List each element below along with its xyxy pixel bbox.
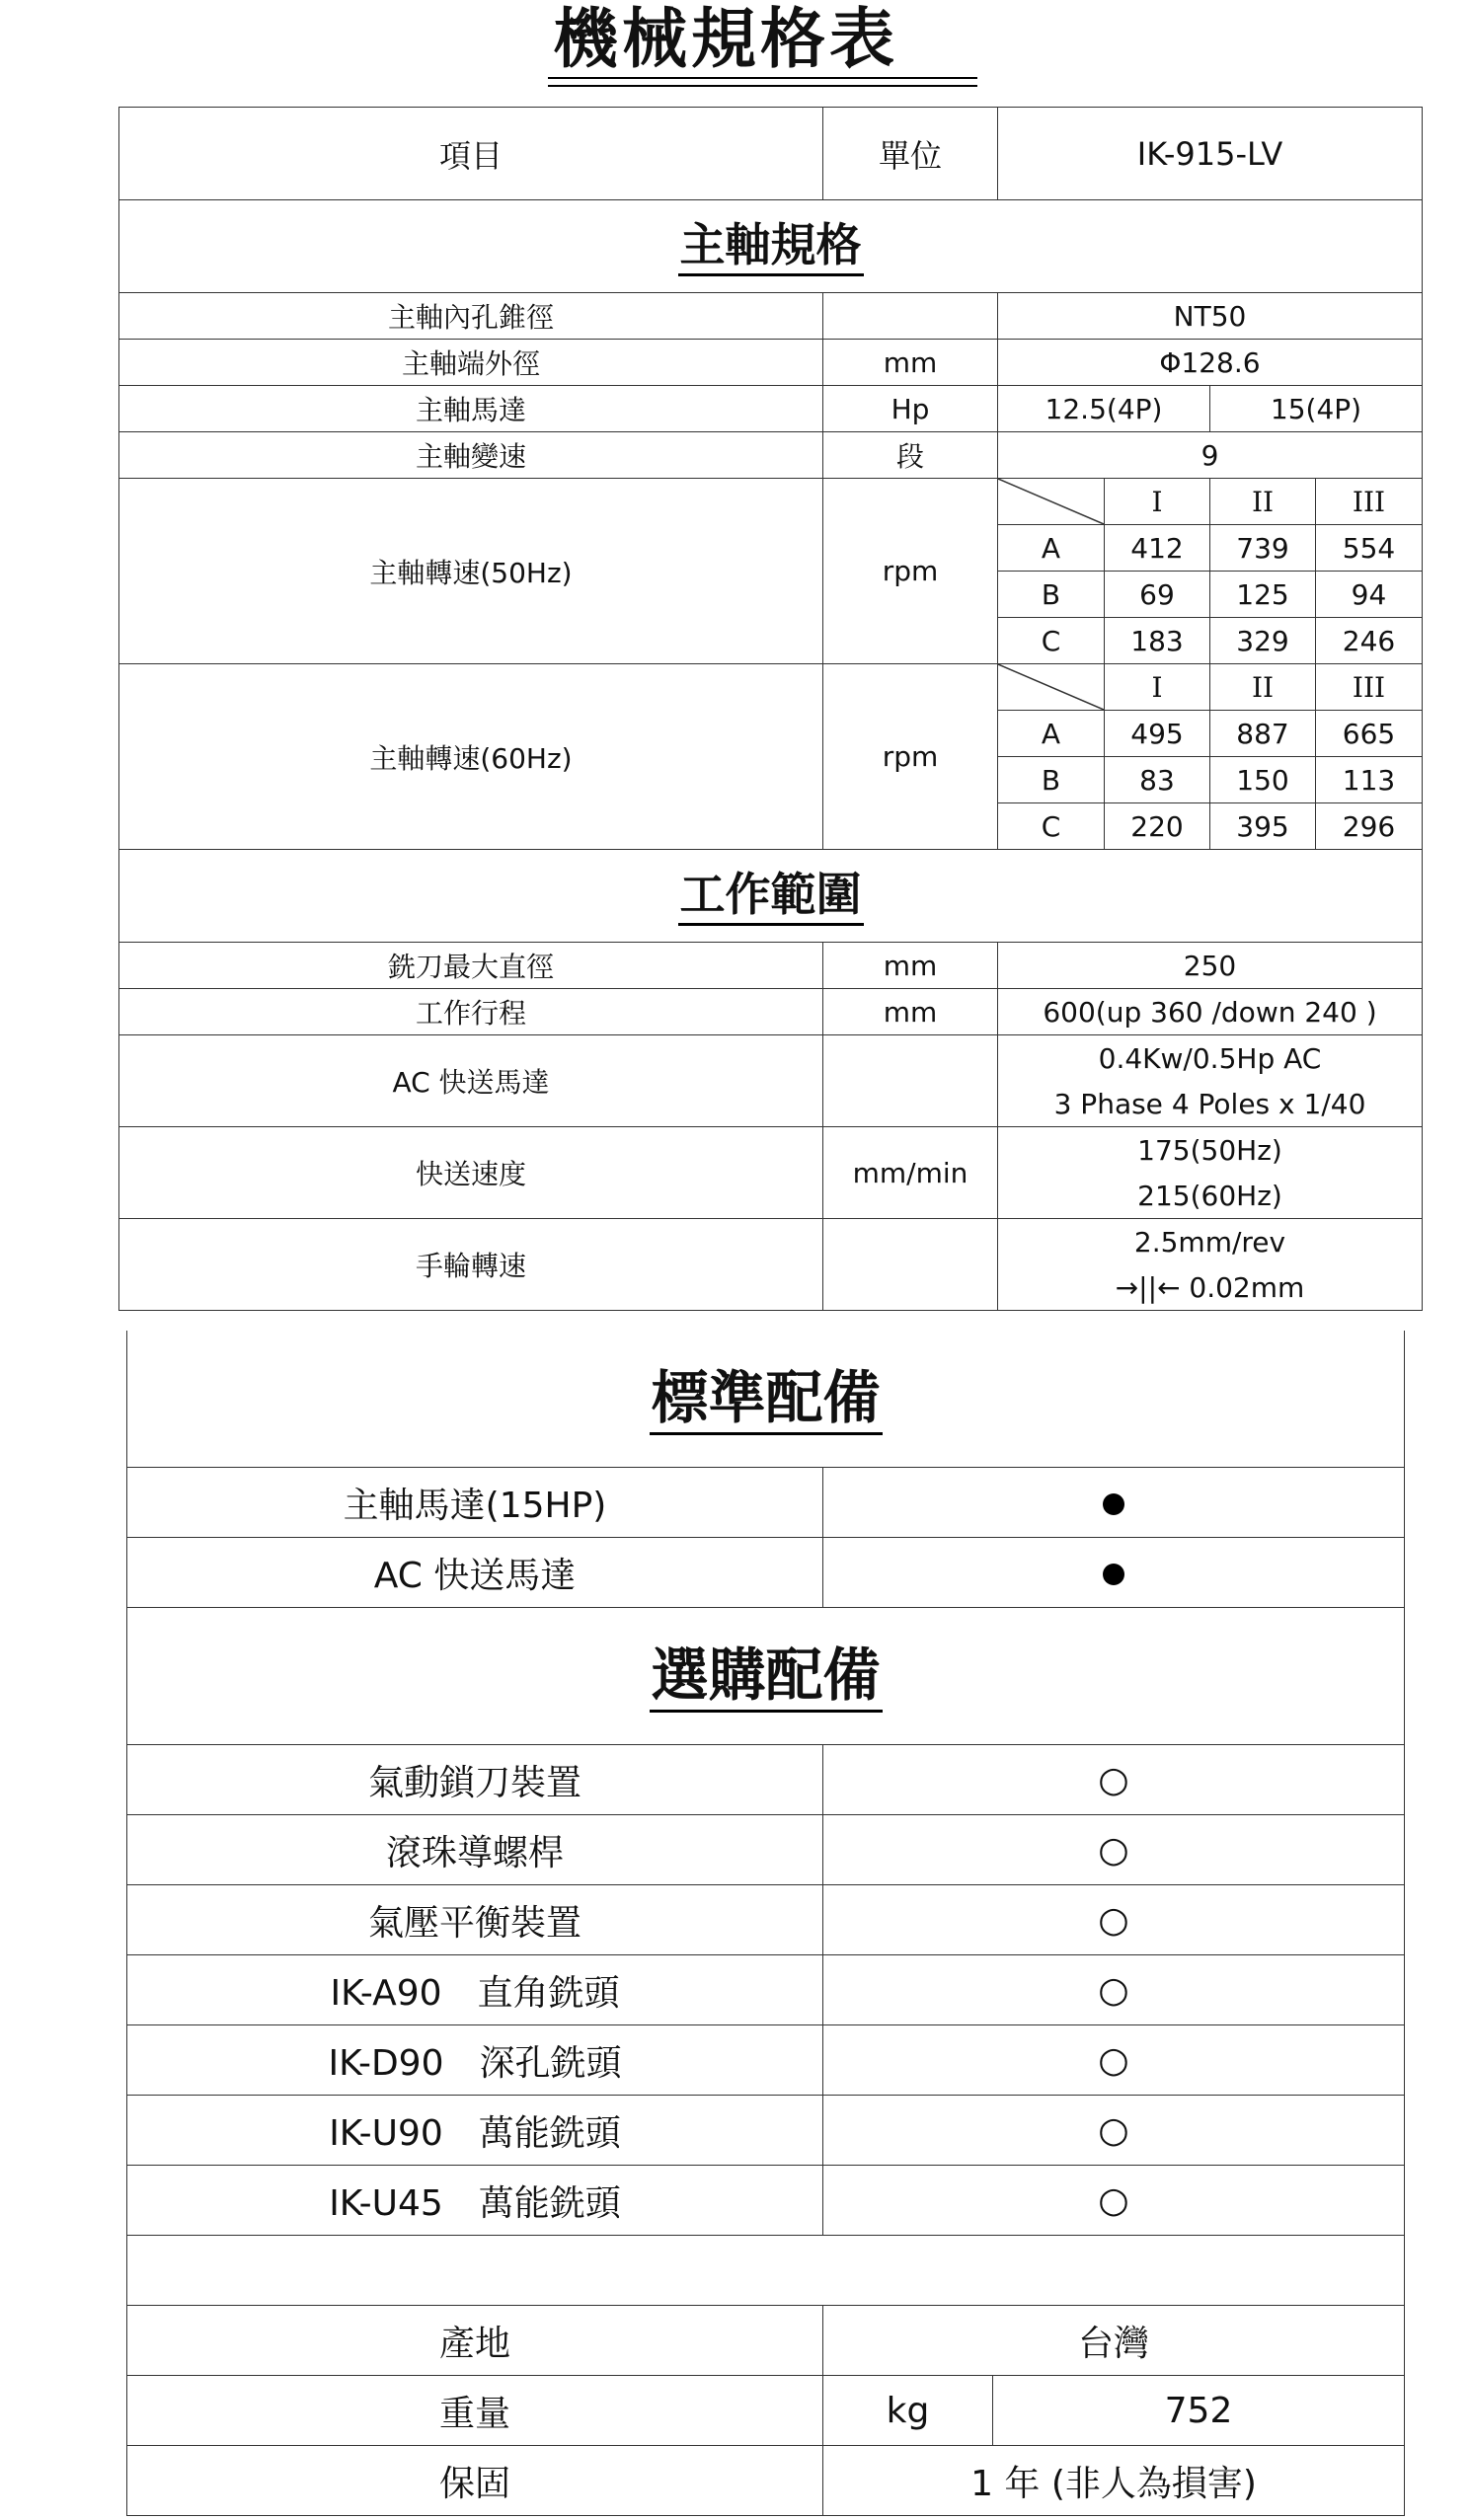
table-row xyxy=(127,2306,1405,2376)
weight-label: 重量 xyxy=(127,2376,823,2446)
header-row xyxy=(119,108,1423,200)
warranty-value: 1 年 (非人為損害) xyxy=(823,2446,1405,2516)
rpm-value: 412 xyxy=(1105,525,1210,572)
gear-label: A xyxy=(998,525,1105,572)
row-label: 快送速度 xyxy=(119,1127,823,1219)
row-value: NT50 xyxy=(998,293,1423,340)
row-value: →||← 0.02mm xyxy=(998,1264,1423,1311)
table-row xyxy=(119,1219,1423,1265)
optional-item-mark: ○ xyxy=(823,2166,1405,2236)
row-label: 主軸變速 xyxy=(119,432,823,479)
gear-label: C xyxy=(998,803,1105,850)
title-block xyxy=(0,0,1471,99)
list-item xyxy=(127,2025,1405,2096)
rpm-value: 150 xyxy=(1210,757,1316,803)
optional-item-label: 氣壓平衡裝置 xyxy=(127,1885,823,1955)
standard-item-label: AC 快送馬達 xyxy=(127,1538,823,1608)
optional-item-mark: ○ xyxy=(823,2025,1405,2096)
rpm-value: 395 xyxy=(1210,803,1316,850)
optional-item-mark: ○ xyxy=(823,2096,1405,2166)
optional-item-mark: ○ xyxy=(823,1955,1405,2025)
row-unit xyxy=(823,293,998,340)
standard-item-mark xyxy=(823,1538,1405,1608)
row-value: 250 xyxy=(998,943,1423,989)
optional-item-label: 滾珠導螺桿 xyxy=(127,1815,823,1885)
rpm-value: 329 xyxy=(1210,618,1316,664)
table-row xyxy=(119,943,1423,989)
optional-item-label: IK-A90 直角銑頭 xyxy=(127,1955,823,2025)
section-title-standard: 標準配備 xyxy=(650,1363,883,1435)
section-standard xyxy=(127,1331,1405,1468)
origin-label: 產地 xyxy=(127,2306,823,2376)
row-value: 0.4Kw/0.5Hp AC xyxy=(998,1035,1423,1082)
row-value: 3 Phase 4 Poles x 1/40 xyxy=(998,1081,1423,1127)
col-head: II xyxy=(1210,664,1316,711)
table-row xyxy=(119,386,1423,432)
row-unit: mm/min xyxy=(823,1127,998,1219)
header-item: 項目 xyxy=(119,108,823,200)
page-title: 機械規格表 xyxy=(553,1,898,77)
section-title-spindle: 主軸規格 xyxy=(678,216,864,276)
rpm-value: 246 xyxy=(1316,618,1423,664)
row-value: 9 xyxy=(998,432,1423,479)
section-optional xyxy=(127,1608,1405,1745)
optional-item-mark: ○ xyxy=(823,1885,1405,1955)
rpm60-head-row xyxy=(119,664,1423,711)
table-row xyxy=(119,1035,1423,1082)
warranty-label: 保固 xyxy=(127,2446,823,2516)
header-unit: 單位 xyxy=(823,108,998,200)
row-unit xyxy=(823,1035,998,1127)
gear-label: B xyxy=(998,572,1105,618)
optional-item-mark: ○ xyxy=(823,1815,1405,1885)
optional-item-label: IK-U45 萬能銑頭 xyxy=(127,2166,823,2236)
standard-item-label: 主軸馬達(15HP) xyxy=(127,1468,823,1538)
rpm50-unit: rpm xyxy=(823,479,998,664)
table-row xyxy=(127,2376,1405,2446)
section-title-optional: 選購配備 xyxy=(650,1641,883,1713)
col-head: III xyxy=(1316,664,1423,711)
list-item xyxy=(127,2096,1405,2166)
list-item xyxy=(127,1468,1405,1538)
title-underline-1 xyxy=(548,77,977,79)
rpm60-unit: rpm xyxy=(823,664,998,850)
rpm-value: 665 xyxy=(1316,711,1423,757)
section-spindle xyxy=(119,200,1423,293)
table-row xyxy=(127,2446,1405,2516)
table-row xyxy=(119,340,1423,386)
rpm-value: 554 xyxy=(1316,525,1423,572)
col-head: I xyxy=(1105,479,1210,525)
optional-item-label: 氣動鎖刀裝置 xyxy=(127,1745,823,1815)
rpm-value: 739 xyxy=(1210,525,1316,572)
rpm-value: 220 xyxy=(1105,803,1210,850)
row-label: 主軸內孔錐徑 xyxy=(119,293,823,340)
list-item xyxy=(127,1815,1405,1885)
filled-dot-icon xyxy=(1103,1493,1124,1515)
equipment-table xyxy=(126,1331,1405,2516)
row-label: 手輪轉速 xyxy=(119,1219,823,1311)
row-unit: 段 xyxy=(823,432,998,479)
row-unit: mm xyxy=(823,989,998,1035)
col-head: II xyxy=(1210,479,1316,525)
gear-label: B xyxy=(998,757,1105,803)
rpm-value: 83 xyxy=(1105,757,1210,803)
row-value: 12.5(4P) xyxy=(998,386,1210,432)
diagonal-cell xyxy=(998,479,1105,525)
rpm-value: 125 xyxy=(1210,572,1316,618)
section-title-work-range: 工作範圍 xyxy=(678,866,864,926)
row-value: 600(up 360 /down 240 ) xyxy=(998,989,1423,1035)
row-label: 銑刀最大直徑 xyxy=(119,943,823,989)
rpm-value: 113 xyxy=(1316,757,1423,803)
weight-unit: kg xyxy=(823,2376,993,2446)
table-row xyxy=(119,432,1423,479)
title-underline-2 xyxy=(548,85,977,87)
optional-item-label: IK-U90 萬能銑頭 xyxy=(127,2096,823,2166)
rpm50-label: 主軸轉速(50Hz) xyxy=(119,479,823,664)
filled-dot-icon xyxy=(1103,1564,1124,1585)
rpm-value: 183 xyxy=(1105,618,1210,664)
row-label: AC 快送馬達 xyxy=(119,1035,823,1127)
origin-value: 台灣 xyxy=(823,2306,1405,2376)
row-value: 215(60Hz) xyxy=(998,1173,1423,1219)
rpm-value: 495 xyxy=(1105,711,1210,757)
list-item xyxy=(127,2166,1405,2236)
row-label: 工作行程 xyxy=(119,989,823,1035)
list-item xyxy=(127,1955,1405,2025)
row-unit: mm xyxy=(823,340,998,386)
gear-label: C xyxy=(998,618,1105,664)
row-value: 2.5mm/rev xyxy=(998,1219,1423,1265)
row-label: 主軸端外徑 xyxy=(119,340,823,386)
diagonal-cell xyxy=(998,664,1105,711)
rpm50-head-row xyxy=(119,479,1423,525)
rpm-value: 69 xyxy=(1105,572,1210,618)
standard-item-mark xyxy=(823,1468,1405,1538)
list-item xyxy=(127,1885,1405,1955)
row-unit: Hp xyxy=(823,386,998,432)
optional-item-label: IK-D90 深孔銑頭 xyxy=(127,2025,823,2096)
rpm-value: 296 xyxy=(1316,803,1423,850)
optional-item-mark: ○ xyxy=(823,1745,1405,1815)
gear-label: A xyxy=(998,711,1105,757)
list-item xyxy=(127,1538,1405,1608)
row-value: Φ128.6 xyxy=(998,340,1423,386)
weight-value: 752 xyxy=(993,2376,1405,2446)
row-unit xyxy=(823,1219,998,1311)
row-unit: mm xyxy=(823,943,998,989)
list-item xyxy=(127,1745,1405,1815)
col-head: I xyxy=(1105,664,1210,711)
row-label: 主軸馬達 xyxy=(119,386,823,432)
section-work-range xyxy=(119,850,1423,943)
row-value: 175(50Hz) xyxy=(998,1127,1423,1174)
spec-table xyxy=(118,107,1423,1311)
table-row xyxy=(119,293,1423,340)
row-value: 15(4P) xyxy=(1210,386,1423,432)
col-head: III xyxy=(1316,479,1423,525)
rpm-value: 94 xyxy=(1316,572,1423,618)
blank-row xyxy=(127,2236,1405,2306)
header-model: IK-915-LV xyxy=(998,108,1423,200)
rpm-value: 887 xyxy=(1210,711,1316,757)
table-row xyxy=(119,1127,1423,1174)
rpm60-label: 主軸轉速(60Hz) xyxy=(119,664,823,850)
table-row xyxy=(119,989,1423,1035)
